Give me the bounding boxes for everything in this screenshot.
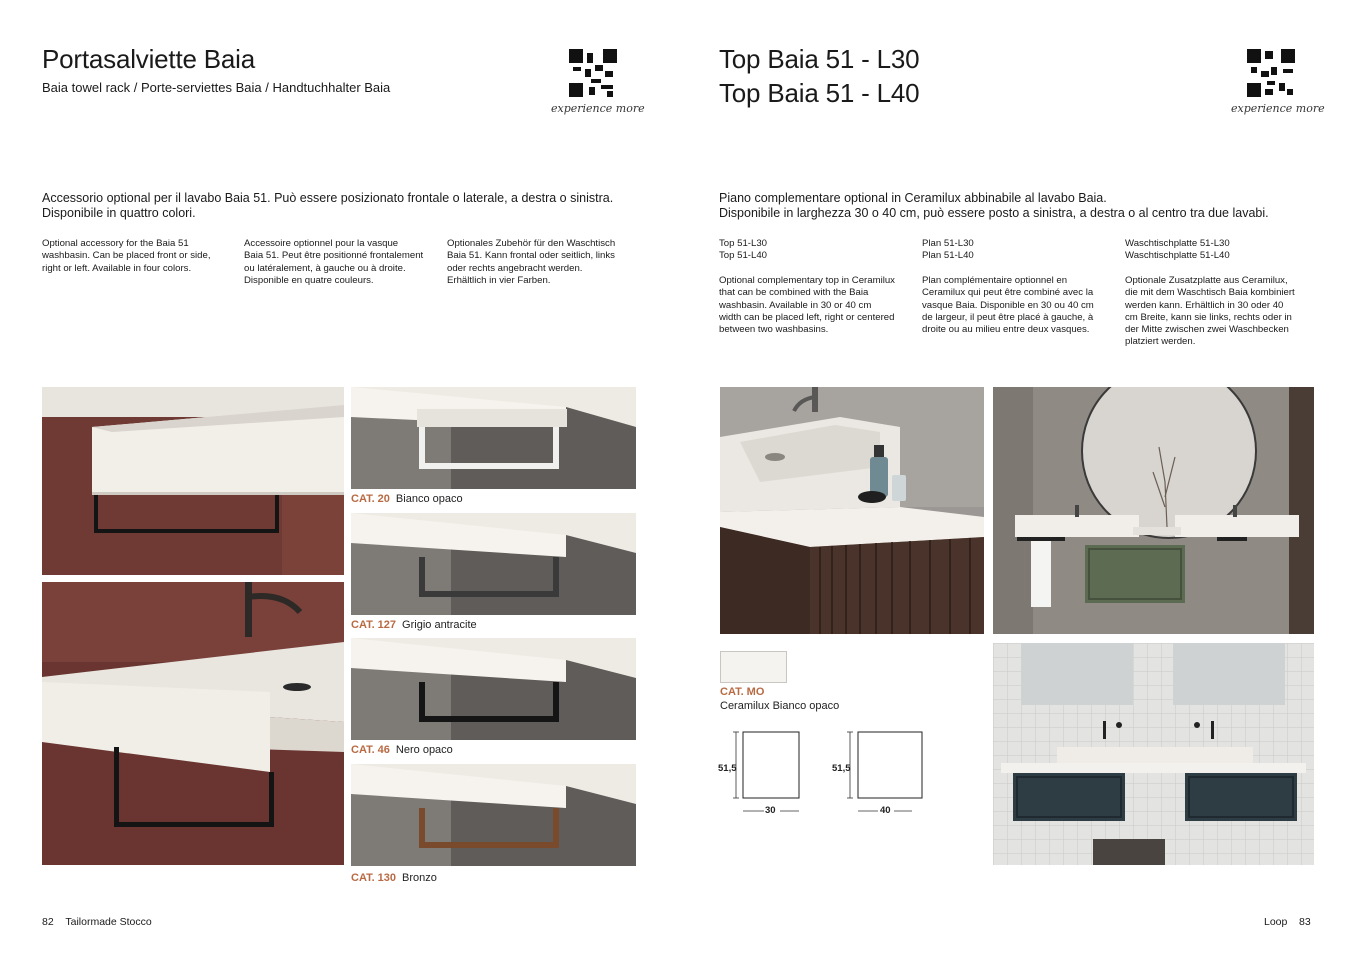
left-page-subtitle: Baia towel rack / Porte-serviettes Baia / Handtuchhalter Baia [42,80,391,95]
qr-code-right[interactable] [1247,49,1295,97]
left-lead-line-2: Disponibile in quattro colori. [42,206,196,220]
right-page-title-2: Top Baia 51 - L40 [719,78,920,108]
ceramilux-swatch [720,651,787,683]
variant-image-bianco [351,387,636,489]
right-col-de: Optionale Zusatzplatte aus Ceramilux, die mit dem Waschtisch Baia kombiniert werden kann. Erhältlich in 30 oder 40 cm Breite, kann sie links, rechts oder in der Mitte zwischen zwei Waschbecken platziert werden. [1125,275,1295,348]
swatch-name: Ceramilux Bianco opaco [720,700,840,712]
swatch-code: CAT. MO [720,686,765,698]
left-lead-line-1: Accessorio optional per il lavabo Baia 51. Può essere posizionato frontale o laterale, a destra o sinistra. [42,191,614,205]
variant-image-grigio [351,513,636,615]
variant-label-20: CAT. 20 Bianco opaco [351,493,463,505]
left-page-title: Portasalviette Baia [42,44,255,74]
left-page-number: 82 [42,916,54,928]
dim-width-label-30: 30 [765,805,776,816]
variant-image-nero [351,638,636,740]
variant-label-127: CAT. 127 Grigio antracite [351,619,477,631]
dim-width-label-40: 40 [880,805,891,816]
photo-washbasin-with-towel-rack [42,582,344,865]
right-codes-de: Waschtischplatte 51-L30 Waschtischplatte 51-L40 [1125,238,1230,262]
left-col-de: Optionales Zubehör für den Waschtisch Baia 51. Kann frontal oder seitlich, links oder rechts angebracht werden. Erhältlich in vier Farben. [447,238,616,286]
dim-height-label-40: 51,5 [832,763,851,774]
right-codes-fr: Plan 51-L30 Plan 51-L40 [922,238,974,262]
variant-image-bronzo [351,764,636,866]
experience-more-link-left[interactable]: experience more [551,102,645,115]
swatch-label [720,685,839,713]
left-lead-text [42,191,642,221]
right-col-en: Optional complementary top in Ceramilux that can be combined with the Baia washbasin. Available in 30 or 40 cm width can be placed left, right or centered between two washbasins. [719,275,895,336]
right-footer-brand: Loop [1264,916,1288,928]
photo-towel-rack-side [42,387,344,575]
right-page-title-1: Top Baia 51 - L30 [719,44,920,74]
right-lead-text [719,191,1339,221]
right-lead-line-1: Piano complementare optional in Ceramilux abbinabile al lavabo Baia. [719,191,1107,205]
experience-more-link-right[interactable]: experience more [1231,102,1325,115]
right-page-number: 83 [1299,916,1311,928]
dimension-drawing-40 [832,728,932,818]
left-col-fr: Accessoire optionnel pour la vasque Baia 51. Peut être positionné frontalement ou latéralement, à gauche ou à droite. Disponible en quatre couleurs. [244,238,424,286]
qr-code-left[interactable] [569,49,617,97]
right-lead-line-2: Disponibile in larghezza 30 o 40 cm, può essere posto a sinistra, a destra o al centro tra due lavabi. [719,206,1269,220]
dimension-drawing-30 [718,728,813,818]
left-footer-brand: Tailormade Stocco [65,916,152,928]
left-col-en: Optional accessory for the Baia 51 washbasin. Can be placed front or side, right or left. Available in four colors. [42,238,211,274]
variant-label-46: CAT. 46 Nero opaco [351,744,453,756]
left-footer [42,916,152,928]
right-footer [1264,916,1311,928]
right-codes-en: Top 51-L30 Top 51-L40 [719,238,768,262]
photo-double-washbasin-mirror [993,387,1314,634]
variant-label-130: CAT. 130 Bronzo [351,872,437,884]
photo-tiled-bathroom [993,643,1314,865]
dim-height-label-30: 51,5 [718,763,737,774]
right-col-fr: Plan complémentaire optionnel en Ceramilux qui peut être combiné avec la vasque Baia. Disponible en 30 ou 40 cm de largeur, il peut être placé à gauche, à droite ou au milieu entre deux vasques. [922,275,1094,336]
photo-washbasin-with-top [720,387,984,634]
